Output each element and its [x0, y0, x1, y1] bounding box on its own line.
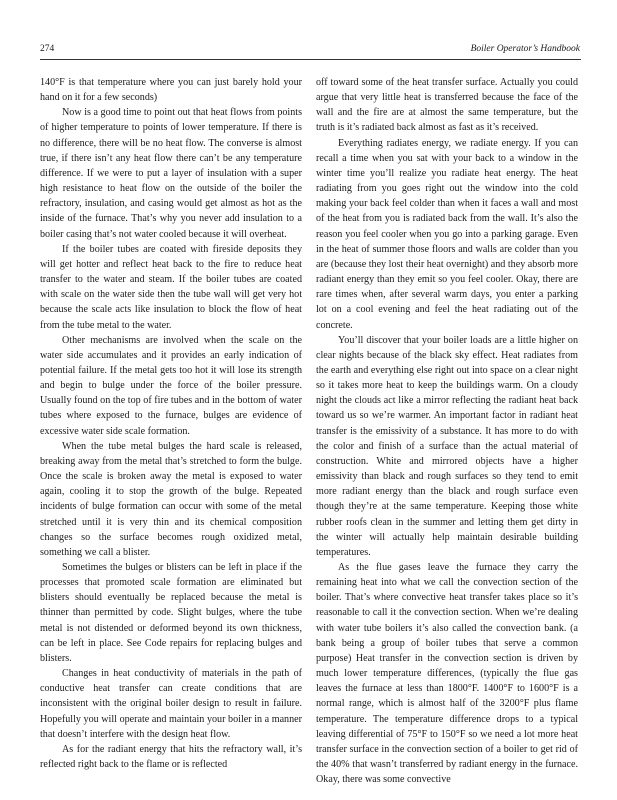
paragraph: You’ll discover that your boiler loads are a little higher on clear nights because of the black sky effect. Heat radiates from the earth and everything else right out into space on a clear night so it takes more heat to keep the buildings warm. On a cloudy night the clouds act like a mirror reflecting the radiant heat back toward us so we’re warmer. An important factor in radiant heat transfer is the emissivity of a substance. It has more to do with the color and finish of a surface than the actual material of construction. White and mirrored objects have a higher emissivity than black and rough surfaces so they tend to emit more radiant energy than the black and rough surface even though they’re at the same temperature. Keeping those white rubber roofs clean in the summer and letting them get dirty in the winter will actually help maintain desirable building temperatures.: [316, 334, 578, 558]
paragraph: As the flue gases leave the furnace they carry the remaining heat into what we call the convection section of the boiler. That’s where convective heat transfer takes place so it’s reasonable to call it the convection section. When we’re dealing with water tube boilers it’s also called the convection bank. (a bank being a group of boiler tubes that serve a common purpose) Heat transfer in the convection section is driven by much lower temperature differences, (typically the flue gas leaves the furnace at less than 1800°F. 1400°F to 1600°F is a normal range, which is almost half of the 3200°F plus flame temperature. The temperature difference drops to a typical leaving differential of 75°F to 150°F so we need a lot more heat transfer surface in the convection section of a boiler to get rid of the 40% that wasn’t transferred by radiant energy in the furnace. Okay, there was some convective: [316, 562, 578, 786]
paragraph: Changes in heat conductivity of materials in the path of conductive heat transfer can create conditions that are inconsistent with the original boiler design to result in failure. Hopefully you will operate and maintain your boiler in a manner that doesn’t interfere with the design heat flow.: [40, 668, 302, 740]
paragraph: 140°F is that temperature where you can just barely hold your hand on it for a few seconds): [40, 77, 302, 104]
left-column: [40, 75, 302, 772]
right-column: [316, 75, 578, 787]
paragraph: When the tube metal bulges the hard scale is released, breaking away from the metal that’s stretched to form the bulge. Once the scale is broken away the metal is exposed to water again, cooling it to stop the growth of the bulge. Repeated incidents of bulge formation can occur with some of the metal stretched until it is very thin and its chemical composition changes so the surface becomes rough oxidized metal, something we call a blister.: [40, 440, 302, 558]
running-header: [40, 44, 580, 58]
paragraph: As for the radiant energy that hits the refractory wall, it’s reflected right back to the flame or is reflected: [40, 743, 302, 771]
paragraph: Sometimes the bulges or blisters can be left in place if the processes that promoted scale formation are eliminated but blisters should eventually be replaced because the metal is thinner than permitted by code. Slight bulges, where the tube metal is not distended or deformed beyond its own thickness, can be left in place. See Code repairs for replacing bulges and blisters.: [40, 562, 302, 664]
paragraph: off toward some of the heat transfer surface. Actually you could argue that very little heat is transferred because the face of the wall and the fire are at almost the same temperature, but the truth is it’s radiated back almost as fast as it’s received.: [316, 77, 578, 134]
paragraph: Other mechanisms are involved when the scale on the water side accumulates and it provides an early indication of potential failure. If the metal gets too hot it will lose its strength and begin to bulge under the force of the boiler pressure. Usually found on the top of fire tubes and in the bottom of water tubes where exposed to the furnace, bulges are evidence of excessive water side scale formation.: [40, 334, 302, 437]
page-number: 274: [40, 44, 55, 54]
paragraph: Everything radiates energy, we radiate energy. If you can recall a time when you sat with your back to a window in the winter time you’ll realize you radiate heat energy. The heat radiating from you goes right out the window into the cold making your back feel colder than when it faces a wall and most of the heat from you is radiated back from the wall. It’s also the reason you feel cooler when you go into a parking garage. Even in the heat of summer those floors and walls are colder than you are (because they lost their heat overnight) and they absorb more radiant energy than they emit so you feel cooler. Okay, there are rare times when, after several warm days, you enter a parking lot on a cool evening and feel the heat radiating out of the concrete.: [316, 137, 578, 331]
book-title: Boiler Operator’s Handbook: [470, 44, 580, 54]
header-rule: [40, 59, 581, 60]
paragraph: If the boiler tubes are coated with fireside deposits they will get hotter and reflect heat back to the fire to reduce heat transfer to the water and steam. If the boiler tubes are coated with scale on the water side then the tube wall will get very hot because the scale acts like insulation to block the flow of heat from the tube metal to the water.: [40, 243, 302, 331]
paragraph: Now is a good time to point out that heat flows from points of higher temperature to points of lower temperature. If there is no difference, there will be no heat flow. The converse is almost true, if there isn’t any heat flow there can’t be any temperature difference. If we were to put a layer of insulation with a super high resistance to heat flow on the outside of the boiler the refractory, insulation, and casing would get almost as hot as the inside of the furnace. That’s why you never add insulation to a boiler casing that’s not water cooled because it will overheat.: [40, 107, 302, 240]
